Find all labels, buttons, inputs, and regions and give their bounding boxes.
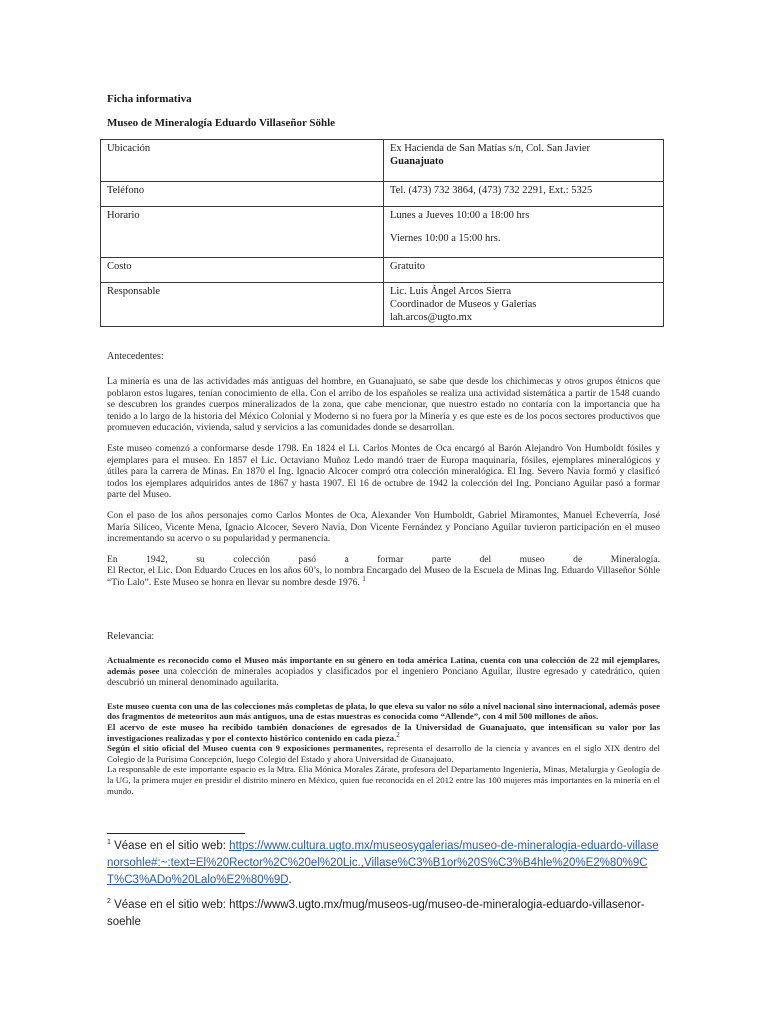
paragraph: En 1942, su colección pasó a formar parte del museo de Mineralogía. [107, 553, 660, 565]
relevancia-heading: Relevancia: [107, 631, 155, 642]
bold-text: Según el sitio oficial del Museo cuenta con 9 exposiciones permanentes, [107, 743, 384, 754]
paragraph-text: una colección de minerales acopiados y clasificados por el ingeniero Ponciano Aguilar, ilustre egresado y catedrático, quien descubrió un mineral denominado aguilarita. [107, 665, 660, 689]
value-telefono: Tel. (473) 732 3864, (473) 732 2291, Ext.: 5325 [384, 182, 664, 207]
footnote-1 [107, 838, 660, 889]
footnote-ref: 1 [362, 574, 366, 583]
footnote-number: 2 [107, 898, 111, 906]
footnote-period: . [288, 874, 292, 886]
footnote-text: Véase en el sitio web: https://www3.ugto.mx/mug/museos-ug/museo-de-mineralogia-eduardo-villasenor-soehle [107, 899, 645, 928]
antecedentes-heading: Antecedentes: [107, 351, 164, 362]
paragraph [107, 701, 660, 722]
label-horario: Horario [101, 207, 384, 258]
paragraph-text: representa el desarrollo de la ciencia y avances en el siglo XIX dentro del Colegio de la Purísima Concepción, luego Colegio del Estado y ahora Universidad de Guanajuato. [107, 743, 660, 764]
antecedentes-section [107, 351, 660, 589]
footnote-2 [107, 897, 660, 931]
schedule-friday: Viernes 10:00 a 15:00 hrs. [390, 233, 501, 244]
paragraph [107, 722, 660, 743]
label-costo: Costo [101, 258, 384, 283]
footnote-link[interactable]: https://www.cultura.ugto.mx/museosygalerias/museo-de-mineralogia-eduardo-villasenorsohle#:~:text=El%20Rector%2C%20el%20Lic.,Villase%C3%B1or%20S%C3%B4hle%20%E2%80%9CT%C3%ADo%20Lalo%E2%80%9D [107, 840, 659, 886]
label-responsable: Responsable [101, 283, 384, 327]
schedule-weekdays: Lunes a Jueves 10:00 a 18:00 hrs [390, 210, 530, 221]
paragraph: Este museo comenzó a conformarse desde 1798. En 1824 el Li. Carlos Montes de Oca encargó al Barón Alejandro Von Humboldt fósiles y ejemplares para el museo. En 1857 el Lic. Octaviano Muñoz Ledo mandó traer de Europa maquinaria, fósiles, ejemplares mineralógicos y útiles para la carrera de Minas. En 1870 el Ing. Ignacio Alcocer compró otra colección mineralógica. El Ing. Severo Navia formó y clasificó todos los ejemplares adquiridos antes de 1867 y hasta 1907. El 16 de octubre de 1942 la colección del Ing. Ponciano Aguilar pasó a formar parte del Museo. [107, 442, 660, 501]
footnote-number: 1 [107, 839, 111, 847]
address-line: Ex Hacienda de San Matías s/n, Col. San Javier [390, 143, 591, 154]
table-row [101, 258, 664, 283]
table-row [101, 182, 664, 207]
info-table [100, 139, 664, 327]
label-ubicacion: Ubicación [101, 140, 384, 182]
label-telefono: Teléfono [101, 182, 384, 207]
paragraph [107, 743, 660, 764]
relevancia-section [107, 631, 660, 796]
responsible-role: Coordinador de Museos y Galerías [390, 299, 537, 310]
table-row [101, 140, 664, 182]
paragraph: La minería es una de las actividades más antiguas del hombre, en Guanajuato, se sabe que desde los chichimecas y otros grupos étnicos que poblaron estos lugares, tenían conocimiento de ella. Con el arribo de los españoles se realiza una actividad sistemática a partir de 1548 cuando se descubren los grandes cuerpos mineralizados de la zona, que cabe mencionar, que nuestro estado no contaría con la importancia que ha tenido a lo largo de la historia del México Colonial y Moderno si no fuera por la Minería y es que este es de los pocos sectores productivos que promueven educación, vivienda, salud y servicios a las comunidades donde se desarrollan. [107, 376, 660, 434]
footnote-ref: 2 [396, 730, 400, 739]
paragraph: La responsable de este importante espacio es la Mtra. Elia Mónica Morales Zárate, profesora del Departamento Ingeniería, Minas, Metalurgia y Geología de la UG, la primera mujer en presidir el distrito minero en México, quien fue reconocida en el 2012 entre las 100 mujeres más importantes en la minería en el mundo. [107, 764, 660, 796]
table-row [101, 207, 664, 258]
responsible-email: lah.arcos@ugto.mx [390, 312, 472, 323]
value-ubicacion [384, 140, 664, 182]
value-responsable [384, 283, 664, 327]
bold-text: Actualmente es reconocido como el Museo más importante en su género en toda américa Latina, cuenta con una colección de 22 mil ejemplares, además posee [107, 655, 660, 676]
paragraph [107, 565, 660, 588]
document-title: Ficha informativa [107, 93, 192, 105]
footnote-text: Véase en el sitio web: [110, 840, 230, 852]
city-name: Guanajuato [390, 156, 444, 167]
table-row [101, 283, 664, 327]
bold-text: El acervo de este museo ha recibido también donaciones de egresados de la Universidad de Guanajuato, que intensifican su valor por las investigaciones realizadas y por el contexto histórico contenido en cada pieza. [107, 721, 660, 743]
paragraph-text: El Rector, el Lic. Don Eduardo Cruces en los años 60’s, lo nombra Encargado del Museo de la Escuela de Minas Ing. Eduardo Villaseñor Söhle “Tío Lalo”. Este Museo se honra en llevar su nombre desde 1976. [107, 565, 660, 588]
value-costo: Gratuito [384, 258, 664, 283]
value-horario [384, 207, 664, 258]
bold-text: Este museo cuenta con una de las colecciones más completas de plata, lo que eleva su valor no sólo a nivel nacional sino internacional, además posee dos fragmentos de meteoritos aun más antiguos, una de estas muestras es conocida como “Allende”, con 4 mil 500 millones de años. [107, 700, 660, 722]
museum-name: Museo de Mineralogía Eduardo Villaseñor Söhle [107, 117, 336, 129]
paragraph: Con el paso de los años personajes como Carlos Montes de Oca, Alexander Von Humboldt, Gabriel Miramontes, Manuel Echeverría, José María Silíceo, Vicente Mena, Ignacio Alcocer, Severo Navia, Don Vicente Fernández y Ponciano Aguilar tuvieron participación en el museo incrementando su acervo o su popularidad y permanencia. [107, 509, 660, 545]
paragraph [107, 655, 660, 689]
footnote-separator [107, 833, 245, 834]
responsible-name: Lic. Luis Ángel Arcos Sierra [390, 286, 512, 297]
